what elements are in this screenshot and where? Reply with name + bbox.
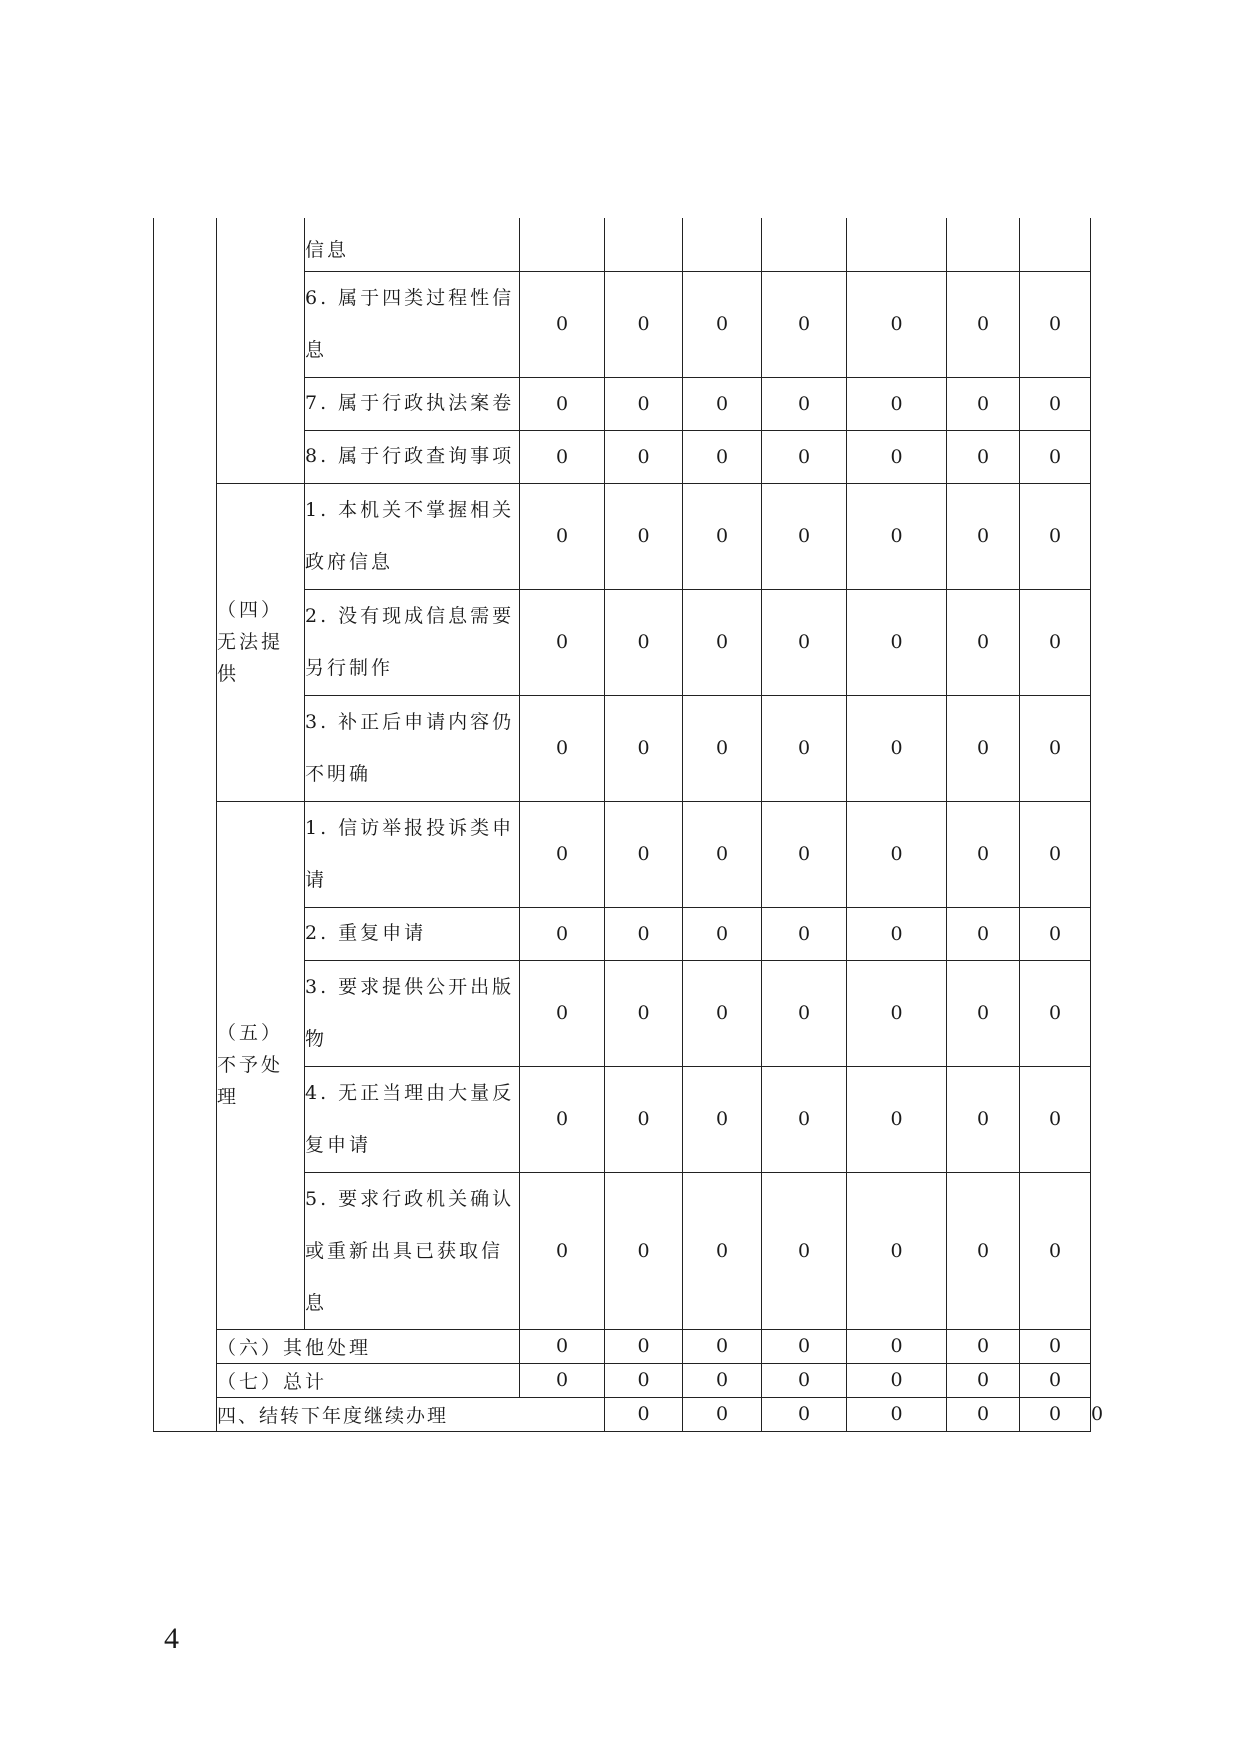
cell-value: 0 [1020,1329,1091,1363]
row-label: 6. 属于四类过程性信息 [305,271,520,377]
cell-value: 0 [762,1329,847,1363]
row-label: 8. 属于行政查询事项 [305,430,520,483]
cell-value: 0 [847,377,947,430]
cell-value: 0 [947,1172,1020,1329]
cell-value: 0 [605,1397,683,1431]
cell-value: 0 [605,801,683,907]
cell-value: 0 [520,589,605,695]
cell-value: 0 [947,1329,1020,1363]
cell-value: 0 [605,430,683,483]
cell-value: 0 [1020,483,1091,589]
cell-value: 0 [947,377,1020,430]
page-number: 4 [164,1622,179,1655]
statistics-table [153,218,1104,1432]
other-handling-label: （六）其他处理 [217,1329,520,1363]
cell-value: 0 [762,1172,847,1329]
cell-value: 0 [847,1066,947,1172]
cell-value: 0 [683,1172,762,1329]
cell-value: 0 [683,483,762,589]
cell-value: 0 [947,1066,1020,1172]
cell-value: 0 [520,483,605,589]
cell-value: 0 [605,377,683,430]
row-label: 1. 信访举报投诉类申请 [305,801,520,907]
row-label: 2. 没有现成信息需要另行制作 [305,589,520,695]
row-label: 信息 [305,218,520,271]
cell-value: 0 [605,960,683,1066]
cell-value: 0 [520,430,605,483]
table-row [154,1329,1091,1363]
cell-value: 0 [847,960,947,1066]
cell-value: 0 [947,1397,1020,1431]
cell-value: 0 [1020,1397,1091,1431]
row-label: 3. 要求提供公开出版物 [305,960,520,1066]
cell-value: 0 [683,907,762,960]
cell-value: 0 [605,1363,683,1397]
cell-value: 0 [847,801,947,907]
cell-value: 0 [683,1329,762,1363]
table-row [154,218,1091,271]
row-label: 7. 属于行政执法案卷 [305,377,520,430]
cell-value: 0 [847,907,947,960]
cell-value: 0 [947,695,1020,801]
cell-value: 0 [762,695,847,801]
row-label: 2. 重复申请 [305,907,520,960]
cell-value: 0 [520,1172,605,1329]
cell-value: 0 [762,430,847,483]
row-label: 3. 补正后申请内容仍不明确 [305,695,520,801]
cell-value: 0 [762,801,847,907]
cell-value: 0 [947,960,1020,1066]
cell-value: 0 [683,801,762,907]
cell-value: 0 [947,271,1020,377]
cell-value: 0 [847,1172,947,1329]
cell-value: 0 [605,1172,683,1329]
cell-value: 0 [947,589,1020,695]
cell-value: 0 [605,483,683,589]
cell-value: 0 [605,589,683,695]
cell-value: 0 [1020,960,1091,1066]
row-label: 5. 要求行政机关确认或重新出具已获取信息 [305,1172,520,1329]
cell-value: 0 [683,1363,762,1397]
table-row [154,801,1091,907]
cell-value: 0 [762,271,847,377]
table-row: 四、结转下年度继续办理 0 0 0 0 0 0 0 [154,1397,1091,1431]
cell-value: 0 [1020,377,1091,430]
cell-value: 0 [520,907,605,960]
cell-value: 0 [605,1066,683,1172]
row-label: 1. 本机关不掌握相关政府信息 [305,483,520,589]
cell-value: 0 [1020,801,1091,907]
group-five-title: （五）不予处理 [217,801,305,1329]
cell-value: 0 [947,801,1020,907]
cell-value: 0 [762,907,847,960]
cell-value: 0 [605,907,683,960]
cell-value: 0 [762,589,847,695]
row-label: 4. 无正当理由大量反复申请 [305,1066,520,1172]
cell-value: 0 [947,430,1020,483]
cell-value: 0 [1020,271,1091,377]
cell-value: 0 [847,430,947,483]
total-label: （七）总计 [217,1363,520,1397]
cell-value: 0 [605,695,683,801]
cell-value: 0 [683,430,762,483]
group-four-title: （四）无法提供 [217,483,305,801]
carryover-label: 四、结转下年度继续办理 [217,1397,605,1431]
cell-value: 0 [1020,695,1091,801]
cell-value: 0 [520,695,605,801]
cell-value: 0 [520,1363,605,1397]
cell-value: 0 [847,483,947,589]
section-column [154,218,217,1431]
cell-value: 0 [847,695,947,801]
cell-value: 0 [847,1397,947,1431]
group-three-continued [217,218,305,483]
cell-value: 0 [762,377,847,430]
cell-value: 0 [683,589,762,695]
cell-value: 0 [683,377,762,430]
cell-value: 0 [1020,1363,1091,1397]
cell-value: 0 [762,1363,847,1397]
cell-value: 0 [520,1066,605,1172]
cell-value: 0 [947,483,1020,589]
cell-value: 0 [947,907,1020,960]
cell-value: 0 [1020,1066,1091,1172]
cell-value: 0 [762,960,847,1066]
cell-value: 0 [520,271,605,377]
cell-value: 0 [683,271,762,377]
cell-value: 0 [762,1066,847,1172]
cell-value: 0 [520,1329,605,1363]
cell-value: 0 [605,271,683,377]
cell-value: 0 [762,483,847,589]
cell-value: 0 [1020,1172,1091,1329]
cell-value: 0 [520,801,605,907]
table-row [154,1363,1091,1397]
cell-value: 0 [947,1363,1020,1397]
cell-value: 0 [847,271,947,377]
cell-value: 0 [683,1397,762,1431]
cell-value: 0 [605,1329,683,1363]
cell-value: 0 [1020,430,1091,483]
cell-value: 0 [847,589,947,695]
cell-value: 0 [683,1066,762,1172]
cell-value: 0 [1020,907,1091,960]
cell-value: 0 [1020,589,1091,695]
cell-value: 0 [683,695,762,801]
cell-value: 0 [520,960,605,1066]
cell-value: 0 [762,1397,847,1431]
cell-value: 0 [683,960,762,1066]
cell-value: 0 [847,1329,947,1363]
cell-value: 0 [847,1363,947,1397]
table-row [154,483,1091,589]
cell-value: 0 [520,377,605,430]
